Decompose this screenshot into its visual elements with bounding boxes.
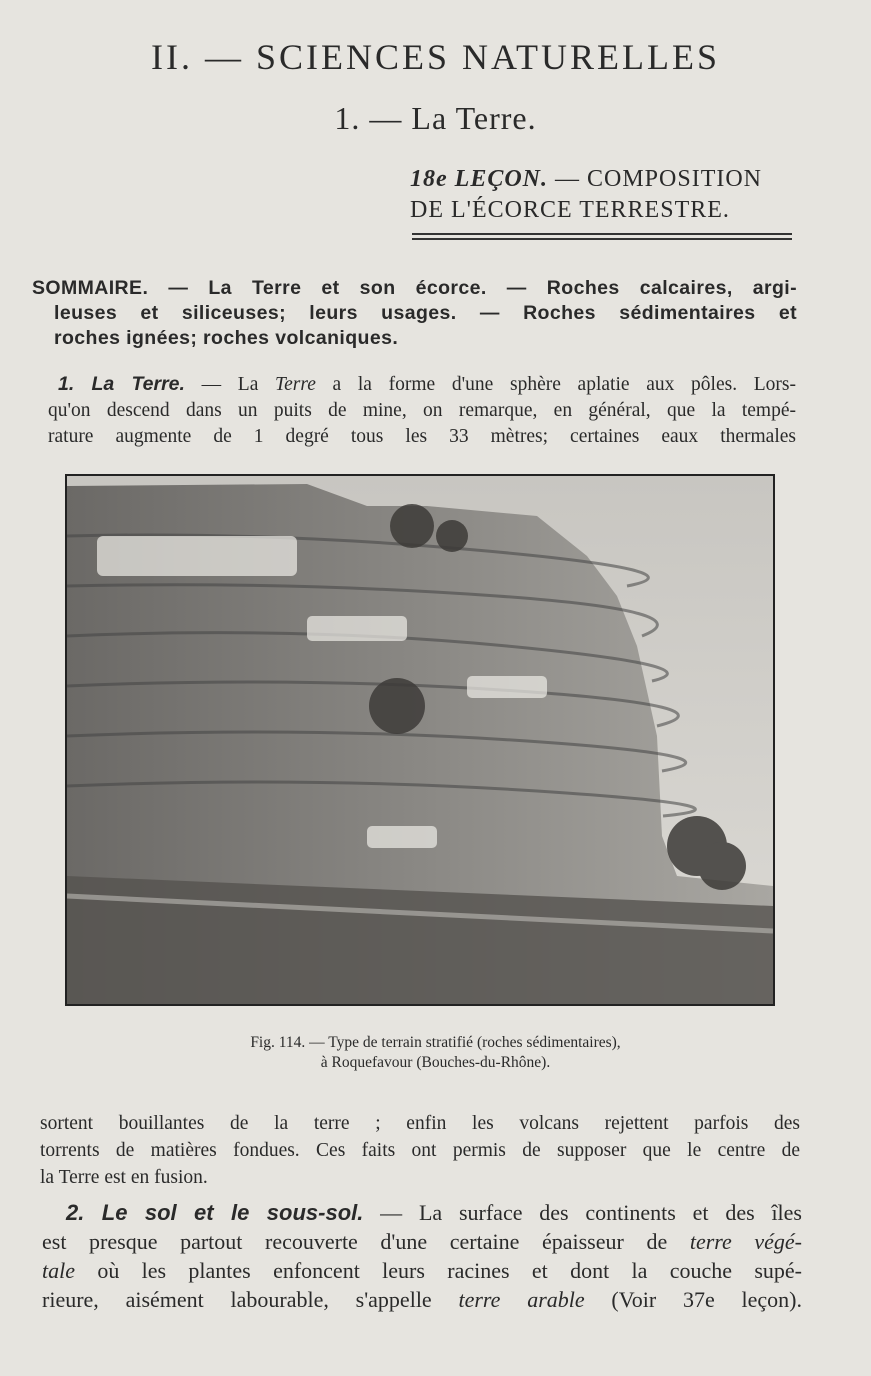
italic-term: Terre (275, 374, 316, 395)
paragraph-line: sortent bouillantes de la terre ; enfin les volcans rejettent parfois des (40, 1113, 800, 1134)
cliff-photo-illustration (67, 476, 773, 1004)
paragraph-line: torrents de matières fondues. Ces faits ont permis de supposer que le centre de (40, 1140, 800, 1161)
paragraph-line: qu'on descend dans un puits de mine, on remarque, en général, que la tempé- (48, 400, 796, 421)
double-rule-top (412, 233, 792, 235)
caption-line: à Roquefavour (Bouches-du-Rhône). (320, 1054, 551, 1071)
figure-caption (0, 1033, 871, 1073)
summary-line: SOMMAIRE. — La Terre et son écorce. — Roches calcaires, argi- (32, 277, 797, 299)
paragraph-line (48, 371, 796, 398)
paragraph-line (42, 1227, 802, 1256)
text-run: où les plantes enfoncent leurs racines et dont la couche supé- (75, 1258, 802, 1283)
text-run: rieure, aisément labourable, s'appelle (42, 1287, 459, 1312)
lesson-title (410, 164, 795, 226)
summary-line: leuses et siliceuses; leurs usages. — Roches sédimentaires et (54, 302, 797, 324)
lesson-summary (32, 276, 797, 351)
chapter-title: 1. — La Terre. (334, 100, 537, 136)
paragraph-line (42, 1256, 802, 1285)
italic-term: terre végé- (689, 1229, 803, 1254)
section-2-heading: 2. Le sol et le sous-sol. (66, 1200, 364, 1225)
paragraph-line (42, 1285, 802, 1314)
section-2-paragraph (42, 1198, 802, 1314)
lesson-number: 18e LEÇON. (410, 166, 548, 192)
section-1-paragraph (48, 371, 796, 450)
lesson-title-part-1: — COMPOSITION (548, 166, 763, 192)
text-run: — La surface des continents et des îles (363, 1200, 802, 1225)
text-run: est presque partout recouverte d'une certaine épaisseur de (42, 1229, 690, 1254)
summary-line: roches ignées; roches volcaniques. (54, 327, 399, 349)
caption-line: Fig. 114. — Type de terrain stratifié (roches sédimentaires), (250, 1034, 621, 1051)
part-title: II. — SCIENCES NATURELLES (151, 37, 720, 77)
text-run: (Voir 37e leçon). (584, 1287, 803, 1312)
figure-photograph-stratified-cliff (65, 474, 775, 1006)
italic-term: terre arable (458, 1287, 585, 1312)
lesson-title-line-1 (410, 164, 795, 195)
paragraph-line: rature augmente de 1 degré tous les 33 mètres; certaines eaux thermales (48, 426, 796, 447)
text-run: a la forme d'une sphère aplatie aux pôles. Lors- (315, 374, 796, 395)
text-run: — La (184, 374, 276, 395)
paragraph-line: la Terre est en fusion. (40, 1167, 208, 1188)
section-1-continued (40, 1110, 800, 1191)
double-rule-bottom (412, 238, 792, 240)
section-1-heading: 1. La Terre. (58, 373, 185, 395)
paragraph-line (42, 1198, 802, 1227)
italic-term: tale (42, 1258, 75, 1283)
lesson-title-line-2: DE L'ÉCORCE TERRESTRE. (410, 197, 730, 223)
